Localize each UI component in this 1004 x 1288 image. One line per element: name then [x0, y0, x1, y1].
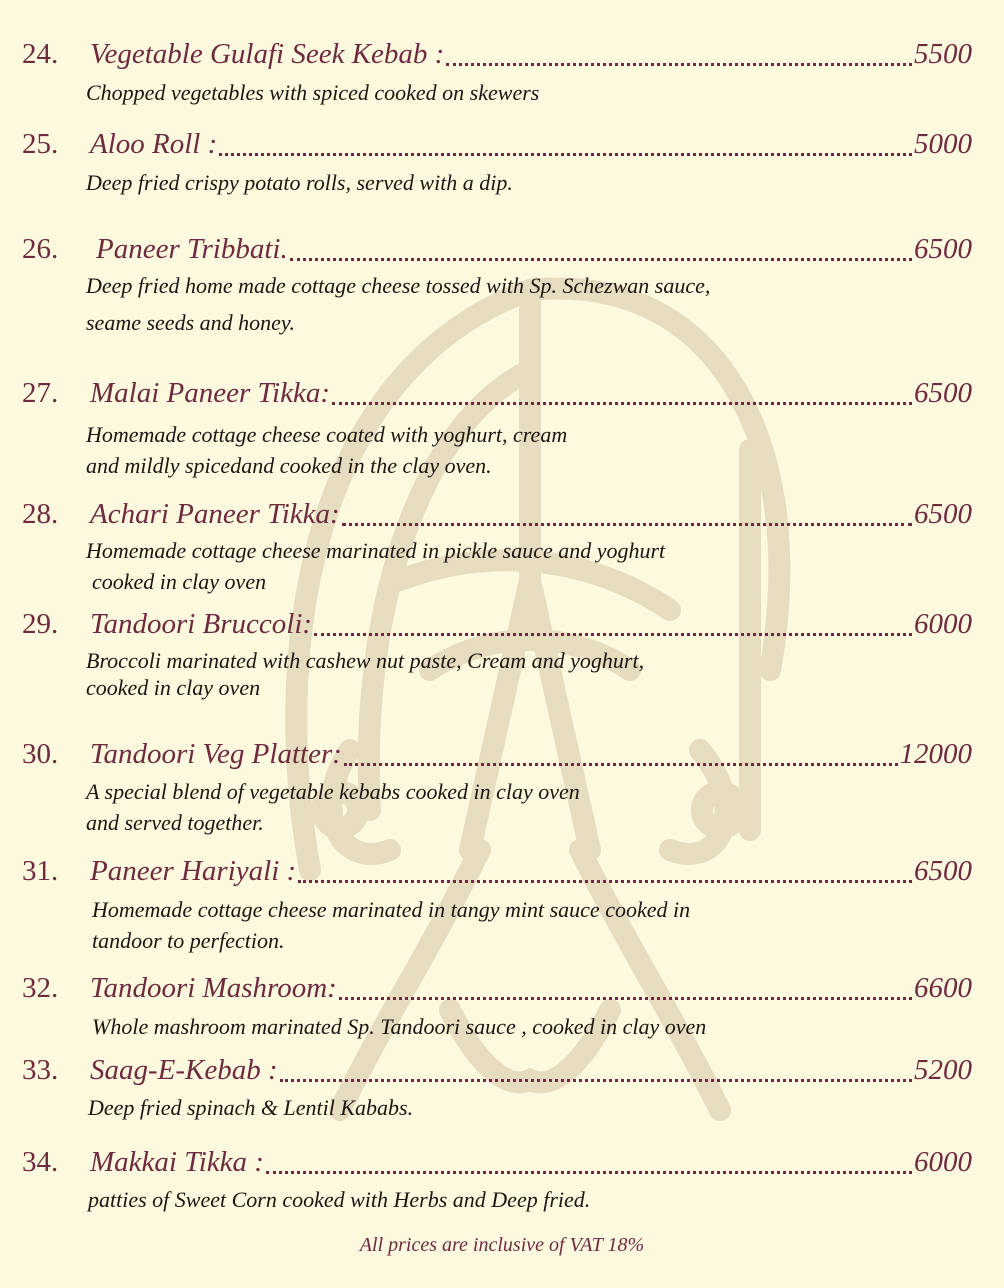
- description-line: Homemade cottage cheese marinated in tangy mint sauce cooked in: [92, 897, 691, 922]
- dotted-leader: [446, 63, 912, 66]
- item-number: 28.: [22, 498, 59, 530]
- description-line: cooked in clay oven: [92, 569, 267, 594]
- description-line: A special blend of vegetable kebabs cooked in clay oven: [86, 779, 580, 804]
- item-description: [88, 1092, 413, 1123]
- dotted-leader: [290, 258, 912, 261]
- item-number: 24.: [22, 38, 59, 70]
- description-line: tandoor to perfection.: [92, 928, 285, 953]
- item-name: Achari Paneer Tikka:: [90, 498, 340, 530]
- dotted-leader: [342, 523, 912, 526]
- item-description: [86, 645, 644, 703]
- dotted-leader: [266, 1171, 912, 1174]
- item-name: Malai Paneer Tikka:: [90, 377, 331, 409]
- description-line: Whole mashroom marinated Sp. Tandoori sauce , cooked in clay oven: [92, 1014, 707, 1039]
- menu-item-title-row: [22, 972, 972, 1012]
- item-name: Tandoori Veg Platter:: [90, 738, 342, 770]
- dotted-leader: [280, 1079, 912, 1082]
- item-name: Makkai Tikka :: [90, 1146, 264, 1178]
- item-description: [92, 1011, 706, 1042]
- dotted-leader: [219, 153, 912, 156]
- item-price: 6500: [914, 377, 972, 409]
- item-description: [86, 270, 710, 338]
- description-line: Deep fried crispy potato rolls, served with a dip.: [86, 170, 513, 195]
- item-price: 12000: [899, 738, 972, 770]
- item-price: 5500: [914, 38, 972, 70]
- item-number: 31.: [22, 855, 59, 887]
- dotted-leader: [298, 880, 912, 883]
- item-name: Vegetable Gulafi Seek Kebab :: [90, 38, 445, 70]
- item-description: [86, 419, 567, 481]
- item-name: Saag-E-Kebab :: [90, 1054, 278, 1086]
- dotted-leader: [314, 633, 912, 636]
- item-number: 33.: [22, 1054, 59, 1086]
- item-name: Paneer Tribbati.: [96, 233, 288, 265]
- menu-item-title-row: [22, 498, 972, 538]
- menu-item-title-row: [22, 38, 972, 78]
- item-number: 34.: [22, 1146, 59, 1178]
- description-line: and mildly spicedand cooked in the clay oven.: [86, 453, 492, 478]
- item-price: 5000: [914, 128, 972, 160]
- item-price: 6500: [914, 855, 972, 887]
- description-line: Deep fried home made cottage cheese tossed with Sp. Schezwan sauce,: [86, 273, 711, 298]
- description-line: cooked in clay oven: [86, 675, 261, 700]
- dotted-leader: [332, 402, 912, 405]
- item-price: 6000: [914, 1146, 972, 1178]
- menu-item-title-row: [22, 1054, 972, 1094]
- item-name: Tandoori Bruccoli:: [90, 608, 313, 640]
- dotted-leader: [344, 763, 898, 766]
- menu-item-title-row: [22, 855, 972, 895]
- description-line: seame seeds and honey.: [86, 310, 295, 335]
- item-name: Tandoori Mashroom:: [90, 972, 337, 1004]
- item-number: 30.: [22, 738, 59, 770]
- item-description: [86, 167, 513, 198]
- menu-item-title-row: [22, 233, 972, 273]
- item-price: 6500: [914, 233, 972, 265]
- item-description: [88, 1184, 590, 1215]
- item-number: 32.: [22, 972, 59, 1004]
- item-description: [86, 776, 580, 838]
- item-price: 6600: [914, 972, 972, 1004]
- item-number: 29.: [22, 608, 59, 640]
- menu-item-title-row: [22, 738, 972, 778]
- description-line: Broccoli marinated with cashew nut paste, Cream and yoghurt,: [86, 648, 645, 673]
- menu-item-title-row: [22, 128, 972, 168]
- item-name: Aloo Roll :: [90, 128, 218, 160]
- item-description: [86, 535, 665, 597]
- item-number: 26.: [22, 233, 59, 265]
- item-price: 5200: [914, 1054, 972, 1086]
- item-name: Paneer Hariyali :: [90, 855, 297, 887]
- description-line: Homemade cottage cheese coated with yoghurt, cream: [86, 422, 568, 447]
- item-number: 27.: [22, 377, 59, 409]
- item-description: [92, 894, 690, 956]
- menu-item-title-row: [22, 608, 972, 648]
- description-line: and served together.: [86, 810, 264, 835]
- description-line: Homemade cottage cheese marinated in pickle sauce and yoghurt: [86, 538, 666, 563]
- description-line: Deep fried spinach & Lentil Kababs.: [88, 1095, 414, 1120]
- description-line: patties of Sweet Corn cooked with Herbs and Deep fried.: [88, 1187, 591, 1212]
- item-price: 6000: [914, 608, 972, 640]
- item-price: 6500: [914, 498, 972, 530]
- menu-item-title-row: [22, 1146, 972, 1186]
- vat-footer-note: All prices are inclusive of VAT 18%: [359, 1234, 645, 1256]
- dotted-leader: [339, 997, 912, 1000]
- item-description: [86, 77, 539, 108]
- item-number: 25.: [22, 128, 59, 160]
- description-line: Chopped vegetables with spiced cooked on skewers: [86, 80, 540, 105]
- menu-item-title-row: [22, 377, 972, 417]
